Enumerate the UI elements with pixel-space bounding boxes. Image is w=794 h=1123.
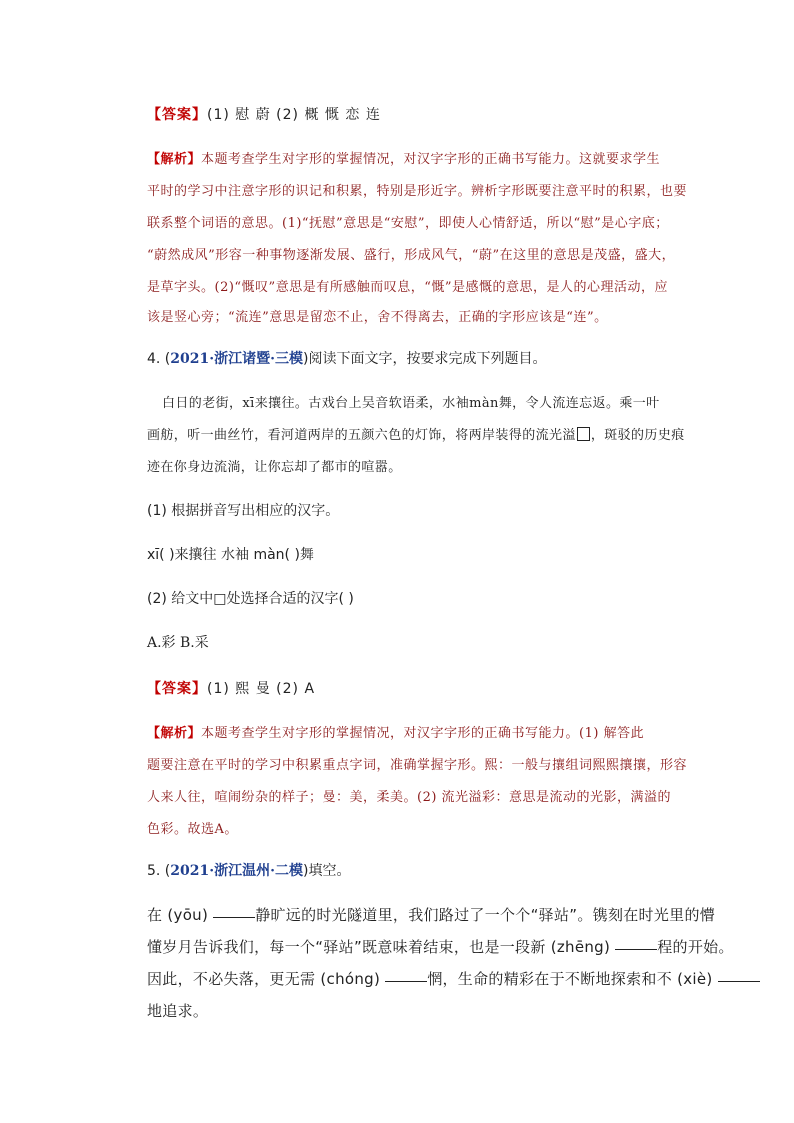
- answer-text: (1) 慰 蔚 (2) 概 慨 恋 连: [207, 107, 381, 123]
- answer-3: [147, 104, 381, 124]
- explanation-tag: 【解析】: [147, 152, 202, 167]
- explanation-line: 联系整个词语的意思。(1)“抚慰”意思是“安慰”，即使人心情舒适，所以“慰”是心字底；: [147, 216, 669, 231]
- sub-question-1: (1) 根据拼音写出相应的汉字。: [147, 503, 340, 519]
- explanation-text: 本题考查学生对字形的掌握情况，对汉字字形的正确书写能力。(1) 解答此: [201, 726, 645, 741]
- fill-blank[interactable]: [385, 980, 427, 982]
- sub-question-2: (2) 给文中□处选择合适的汉字( ): [147, 591, 354, 607]
- fill-text: 惘，生命的精彩在于不断地探索和不 (xiè): [427, 970, 718, 988]
- question-instruction: )填空。: [303, 863, 351, 879]
- answer-tag: 【答案】: [147, 107, 207, 123]
- answer-tag: 【答案】: [147, 681, 207, 697]
- explanation-tag: 【解析】: [147, 726, 202, 741]
- fill-line: [147, 936, 734, 957]
- fill-text: 程的开始。: [657, 938, 734, 956]
- explanation-line: 人来人往，喧闹纷杂的样子；曼：美，柔美。(2) 流光溢彩：意思是流动的光影，满溢的: [147, 790, 672, 805]
- passage-text: 画舫，听一曲丝竹，看河道两岸的五颜六色的灯饰，将两岸装得的流光溢: [147, 428, 576, 443]
- fill-text: 在 (yōu): [147, 906, 214, 924]
- explanation-line: “蔚然成风”形容一种事物逐渐发展、盛行，形成风气，“蔚”在这里的意思是茂盛，盛大，: [147, 248, 676, 263]
- fill-text: 静旷远的时光隧道里，我们路过了一个个“驿站”。镌刻在时光里的懵: [255, 906, 716, 924]
- passage-line: 白日的老街，xī来攘往。古戏台上吴音软语柔，水袖màn舞，令人流连忘返。乘一叶: [162, 396, 660, 411]
- fill-blank[interactable]: [718, 980, 760, 982]
- passage-line: [147, 424, 685, 443]
- question-source: 2021·浙江诸暨·三模: [170, 351, 303, 367]
- passage-line: 迹在你身边流淌，让你忘却了都市的喧嚣。: [147, 460, 402, 475]
- question-number: 4. (: [147, 351, 171, 367]
- fill-line: [147, 904, 715, 925]
- question-5-header: [147, 860, 350, 880]
- fill-line: [147, 968, 760, 989]
- fill-blank[interactable]: [213, 916, 255, 918]
- blank-box: [577, 427, 590, 441]
- answer-text: (1) 熙 曼 (2) A: [207, 681, 316, 697]
- explanation-text: 本题考查学生对字形的掌握情况，对汉字字形的正确书写能力。这就要求学生: [201, 152, 661, 167]
- options: A.彩 B.采: [147, 635, 209, 651]
- fill-blank[interactable]: [615, 948, 657, 950]
- explanation-line: 该是竖心旁；“流连”意思是留恋不止，舍不得离去，正确的字形应该是“连”。: [147, 310, 608, 325]
- explanation-line: 题要注意在平时的学习中积累重点字词，准确掌握字形。熙：一般与攘组词熙熙攘攘，形容: [147, 758, 688, 773]
- question-number: 5. (: [147, 863, 171, 879]
- question-source: 2021·浙江温州·二模: [170, 863, 303, 879]
- passage-text: ，斑驳的历史痕: [590, 428, 685, 443]
- answer-4: [147, 678, 315, 698]
- explanation-line: 是草字头。(2)“慨叹”意思是有所感触而叹息，“慨”是感慨的意思，是人的心理活动，应: [147, 280, 668, 295]
- explanation-line: 色彩。故选A。: [147, 822, 238, 837]
- fill-text: 因此，不必失落，更无需 (chóng): [147, 970, 386, 988]
- pinyin-line: xī( )来攘往 水袖 màn( )舞: [147, 547, 314, 563]
- explanation-line: [147, 148, 660, 167]
- question-4-header: [147, 348, 546, 368]
- fill-line: 地追求。: [147, 1002, 209, 1020]
- explanation-line: [147, 722, 644, 741]
- fill-text: 懂岁月告诉我们，每一个“驿站”既意味着结束，也是一段新 (zhēng): [147, 938, 616, 956]
- explanation-line: 平时的学习中注意字形的识记和积累，特别是形近字。辨析字形既要注意平时的积累，也要: [147, 184, 688, 199]
- question-instruction: )阅读下面文字，按要求完成下列题目。: [303, 351, 547, 367]
